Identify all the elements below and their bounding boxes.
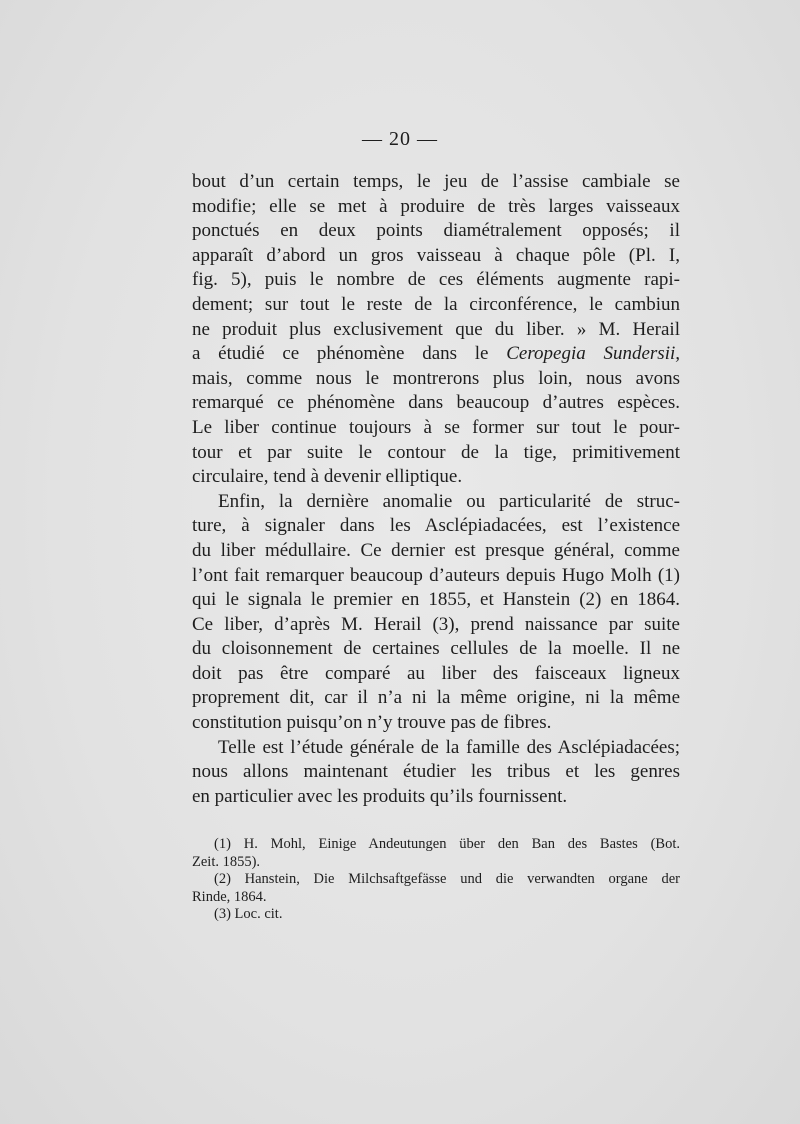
text-line: Enfin, la dernière anomalie ou particularité de struc- [218,490,680,512]
footnote-line: Zeit. 1855). [192,853,261,870]
footnote-line: (3) Loc. cit. [214,906,283,922]
text-line: remarqué ce phénomène dans beaucoup d’autres espèces. [192,392,680,414]
footnote-line: (2) Hanstein, Die Milchsaftgefässe und die verwandten organe der [214,871,680,887]
text-line: ne produit plus exclusivement que du liber. » M. Herail [192,318,680,340]
text-line: mais, comme nous le montrerons plus loin, nous avons [192,367,680,389]
footnotes [192,836,680,924]
text-line: proprement dit, car il n’a ni la même origine, ni la même [192,687,680,709]
text-line: Telle est l’étude générale de la famille des Asclépiadacées; [218,736,680,758]
footnote-line: (1) H. Mohl, Einige Andeutungen über den Ban des Bastes (Bot. [214,836,680,852]
page-number: — 20 — [362,128,438,150]
text-line: bout d’un certain temps, le jeu de l’assise cambiale se [192,171,680,192]
text-line: fig. 5), puis le nombre de ces éléments augmente rapi- [192,269,680,291]
text-line: tour et par suite le contour de la tige, primitivement [192,441,680,463]
text-run: a étudié ce phénomène dans le [192,343,507,365]
text-line: qui le signala le premier en 1855, et Hanstein (2) en 1864. [192,589,680,611]
text-line: modifie; elle se met à produire de très larges vaisseaux [192,195,680,217]
footnote-line: Rinde, 1864. [192,888,267,905]
text-line: du cloisonnement de certaines cellules de la moelle. Il ne [192,638,680,660]
text-line: Le liber continue toujours à se former sur tout le pour- [192,416,680,438]
text-line: apparaît d’abord un gros vaisseau à chaque pôle (Pl. I, [192,244,680,266]
text-line: nous allons maintenant étudier les tribus et les genres [192,761,680,783]
text-line: doit pas être comparé au liber des faisceaux ligneux [192,662,680,684]
text-line: constitution puisqu’on n’y trouve pas de fibres. [192,712,552,734]
body-text [192,170,680,809]
text-line [192,342,680,367]
text-line: en particulier avec les produits qu’ils fournissent. [192,785,568,807]
italic-species-name: Ceropegia Sundersii, [506,343,680,365]
text-line: dement; sur tout le reste de la circonférence, le cambiun [192,293,680,315]
text-line: Ce liber, d’après M. Herail (3), prend naissance par suite [192,613,680,635]
text-line: ponctués en deux points diamétralement opposés; il [192,220,680,242]
text-line: l’ont fait remarquer beaucoup d’auteurs depuis Hugo Molh (1) [192,564,680,586]
text-line: ture, à signaler dans les Asclépiadacées, est l’existence [192,515,680,537]
text-line: circulaire, tend à devenir elliptique. [192,466,463,488]
text-line: du liber médullaire. Ce dernier est presque général, comme [192,539,680,561]
